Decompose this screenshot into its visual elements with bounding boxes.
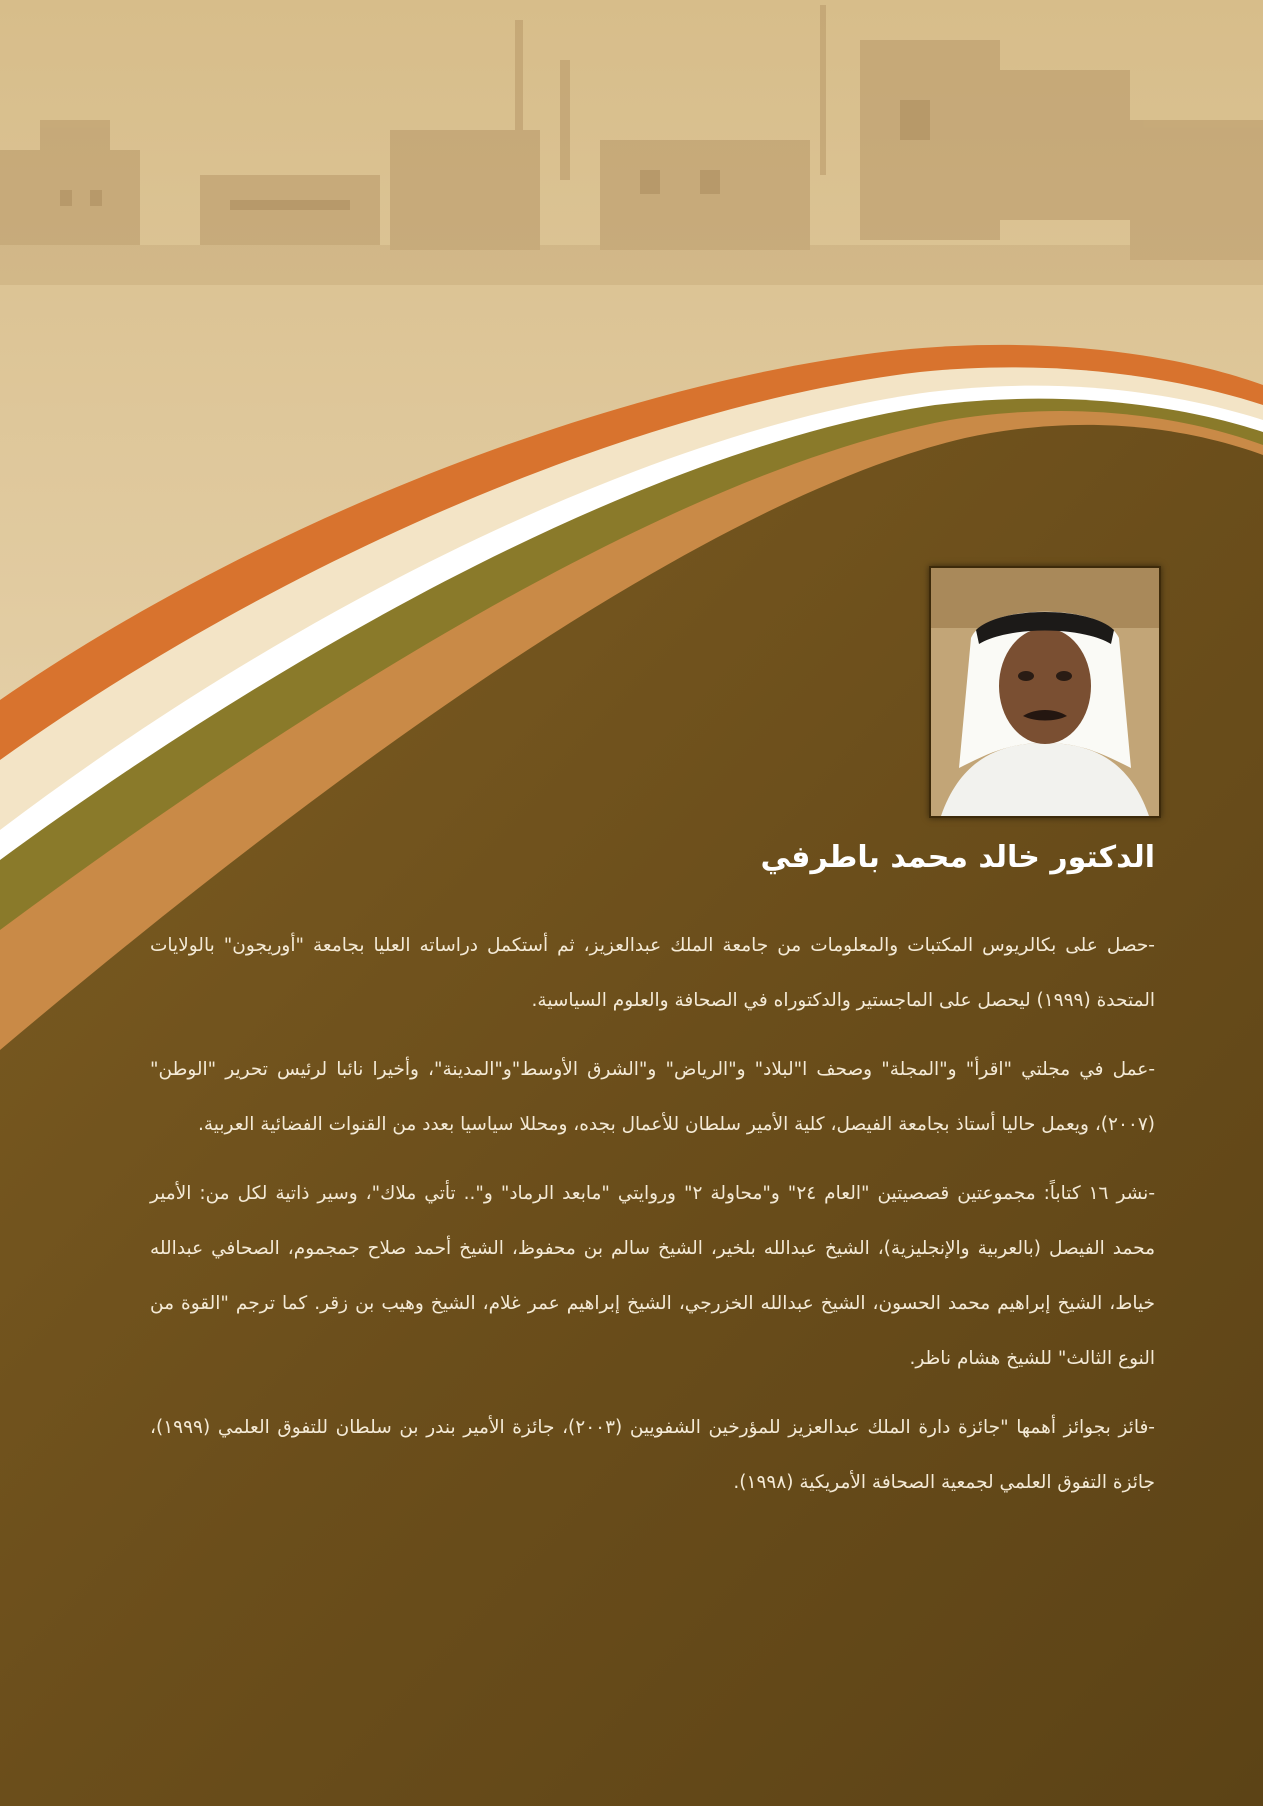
biography-paragraph-career: -عمل في مجلتي "اقرأ" و"المجلة" وصحف ا"لبلاد" و"الرياض" و"الشرق الأوسط"و"المدينة"، وأخيرا نائبا لرئيس تحرير "الوطن" (٢٠٠٧)، ويعمل حاليا أستاذ بجامعة الفيصل، كلية الأمير سلطان للأعمال بجده، ومحللا سياسيا بعدد من القنوات الفضائية العربية. [150,1059,1155,1135]
biography-paragraph-education: -حصل على بكالريوس المكتبات والمعلومات من جامعة الملك عبدالعزيز، ثم أستكمل دراساته العليا بجامعة "أوريجون" بالولايات المتحدة (١٩٩٩) ليحصل على الماجستير والدكتوراه في الصحافة والعلوم السياسية. [150,935,1155,1011]
biography-paragraph-publications: -نشر ١٦ كتاباً: مجموعتين قصصيتين "العام ٢٤" و"محاولة ٢" وروايتي "مابعد الرماد" و".. تأتي ملاك"، وسير ذاتية لكل من: الأمير محمد الفيصل (بالعربية والإنجليزية)، الشيخ عبدالله بلخير، الشيخ سالم بن محفوظ، الشيخ أحمد صلاح جمجموم، الصحافي عبدالله خياط، الشيخ إبراهيم محمد الحسون، الشيخ عبدالله الخزرجي، الشيخ إبراهيم عمر غلام، الشيخ وهيب بن زقر. كما ترجم "القوة من النوع الثالث" للشيخ هشام ناظر. [150,1183,1156,1369]
author-photo [929,566,1161,818]
author-name-heading: الدكتور خالد محمد باطرفي [760,840,1155,875]
author-biography [150,918,1155,1524]
biography-paragraph-awards: -فائز بجوائز أهمها "جائزة دارة الملك عبدالعزيز للمؤرخين الشفويين (٢٠٠٣)، جائزة الأمير بندر بن سلطان للتفوق العلمي (١٩٩٩)، جائزة التفوق العلمي لجمعية الصحافة الأمريكية (١٩٩٨). [150,1417,1155,1493]
